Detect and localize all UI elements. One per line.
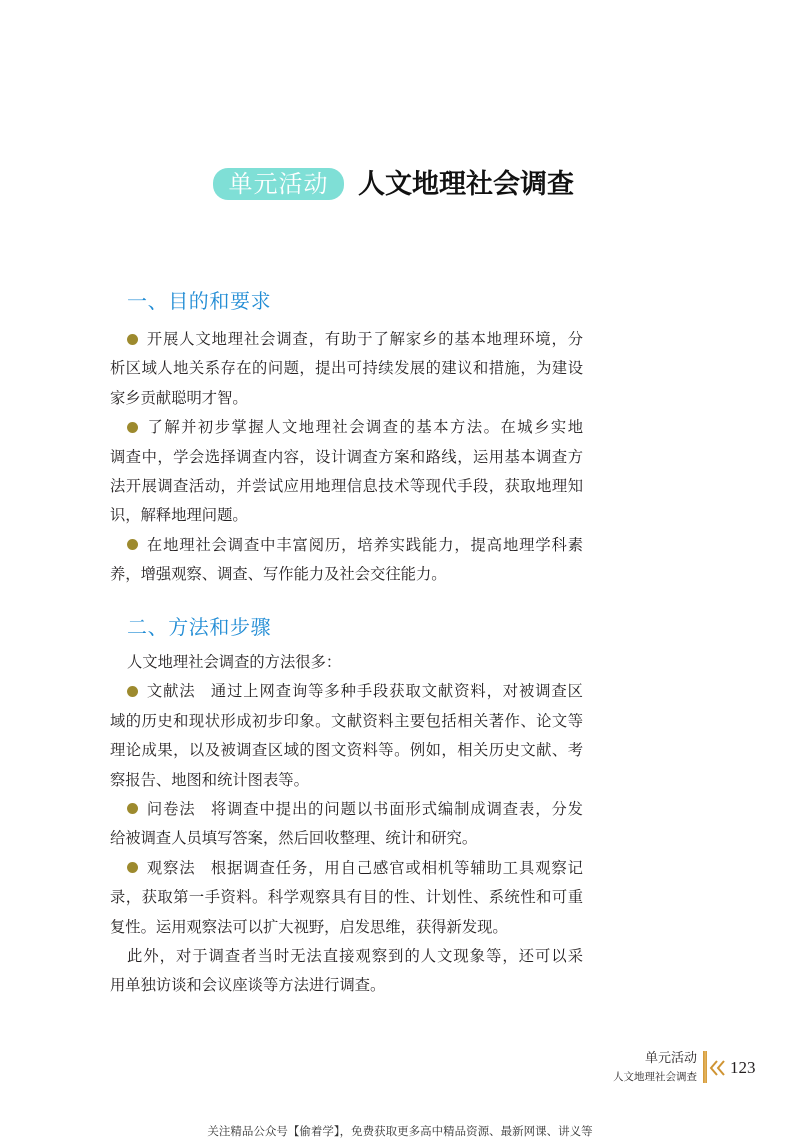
text-line: 理论成果，以及被调查区域的图文资料等。例如，相关历史文献、考 bbox=[110, 741, 583, 760]
bullet-icon bbox=[127, 539, 138, 550]
unit-activity-badge: 单元活动 bbox=[213, 168, 344, 200]
text-line: 通过上网查询等多种手段获取文献资料，对被调查区 bbox=[210, 682, 583, 701]
text-line: 域的历史和现状形成初步印象。文献资料主要包括相关著作、论文等 bbox=[110, 711, 583, 730]
text-line: 录，获取第一手资料。科学观察具有目的性、计划性、系统性和可重 bbox=[110, 888, 583, 907]
footer-unit-title: 人文地理社会调查 bbox=[613, 1071, 697, 1083]
text-line: 给被调查人员填写答案，然后回收整理、统计和研究。 bbox=[110, 829, 478, 848]
text-line: 家乡贡献聪明才智。 bbox=[110, 388, 248, 407]
text-line: 将调查中提出的问题以书面形式编制成调查表，分发 bbox=[210, 799, 583, 818]
text-line: 识，解释地理问题。 bbox=[110, 506, 248, 525]
text-line: 人文地理社会调查的方法很多： bbox=[127, 653, 342, 671]
text-line: 析区域人地关系存在的问题，提出可持续发展的建议和措施，为建设 bbox=[110, 359, 583, 378]
text-line: 调查中，学会选择调查内容，设计调查方案和路线，运用基本调查方 bbox=[110, 447, 583, 466]
list-item bbox=[127, 795, 583, 824]
method-term: 观察法 bbox=[146, 858, 196, 877]
text-line: 法开展调查活动，并尝试应用地理信息技术等现代手段，获取地理知 bbox=[110, 476, 583, 495]
bullet-icon bbox=[127, 686, 138, 697]
page-title: 人文地理社会调查 bbox=[358, 169, 574, 200]
text-line: 开展人文地理社会调查，有助于了解家乡的基本地理环境，分 bbox=[146, 330, 583, 348]
section-body-methods bbox=[110, 648, 583, 1001]
double-chevron-left-icon bbox=[709, 1060, 727, 1076]
bullet-icon bbox=[127, 803, 138, 814]
list-item bbox=[127, 325, 583, 354]
method-term: 问卷法 bbox=[146, 799, 196, 818]
text-line: 根据调查任务，用自己感官或相机等辅助工具观察记 bbox=[210, 858, 583, 877]
text-line: 此外，对于调查者当时无法直接观察到的人文现象等，还可以采 bbox=[127, 946, 583, 965]
section-heading-purpose: 一、目的和要求 bbox=[127, 289, 272, 313]
watermark-text: 关注精品公众号【偷着学】，免费获取更多高中精品资源、最新网课、讲义等 bbox=[207, 1124, 593, 1138]
bullet-icon bbox=[127, 862, 138, 873]
section-body-purpose bbox=[110, 325, 583, 590]
list-item bbox=[127, 677, 583, 706]
text-line: 察报告、地图和统计图表等。 bbox=[110, 770, 309, 789]
page-number: 123 bbox=[730, 1058, 756, 1077]
list-item bbox=[127, 531, 583, 560]
text-line: 了解并初步掌握人文地理社会调查的基本方法。在城乡实地 bbox=[146, 418, 583, 437]
bullet-icon bbox=[127, 422, 138, 433]
footer-divider-bar bbox=[703, 1051, 707, 1083]
footer-unit-label: 单元活动 bbox=[644, 1051, 697, 1066]
list-item bbox=[127, 413, 583, 442]
list-item bbox=[127, 854, 583, 883]
section-heading-methods: 二、方法和步骤 bbox=[127, 615, 272, 639]
text-line: 用单独访谈和会议座谈等方法进行调查。 bbox=[110, 976, 386, 995]
method-term: 文献法 bbox=[146, 682, 196, 701]
text-line: 在地理社会调查中丰富阅历，培养实践能力，提高地理学科素 bbox=[146, 535, 583, 554]
text-line: 养，增强观察、调查、写作能力及社会交往能力。 bbox=[110, 565, 447, 584]
bullet-icon bbox=[127, 334, 138, 345]
text-line: 复性。运用观察法可以扩大视野，启发思维，获得新发现。 bbox=[110, 917, 508, 936]
